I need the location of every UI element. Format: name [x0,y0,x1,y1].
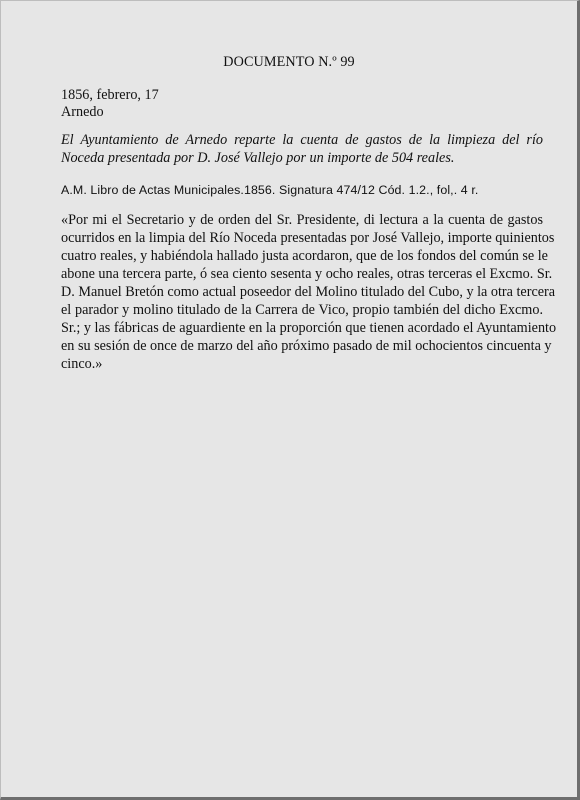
transcription-line: ocurridos en la limpia del Río Noceda presentadas por José Vallejo, importe quinientos [61,230,555,246]
transcription-line: abone una tercera parte, ó sea ciento sesenta y ocho reales, otras terceras el Excmo. Sr. [61,266,553,282]
transcription-line: en su sesión de once de marzo del año próximo pasado de mil ochocientos cincuenta y [61,338,552,354]
transcription-line: «Por mi el Secretario y de orden del Sr. Presidente, di lectura a la cuenta de gastos [61,212,543,228]
transcription-line: D. Manuel Bretón como actual poseedor del Molino titulado del Cubo, y la otra tercera [61,284,556,300]
document-place: Arnedo [61,104,104,120]
transcription-line: cuatro reales, y habiéndola hallado justa acordaron, que de los fondos del común se le [61,248,548,264]
document-title: DOCUMENTO N.º 99 [223,54,355,70]
transcription-line: el parador y molino titulado de la Carrera de Vico, propio también del dicho Excmo. [61,302,543,318]
document-date: 1856, febrero, 17 [61,87,159,103]
transcription-line: cinco.» [61,356,103,372]
document-summary: El Ayuntamiento de Arnedo reparte la cuenta de gastos de la limpieza del río Noceda presentada por D. José Vallejo por un importe de 504 reales. [61,132,543,166]
transcription-line: Sr.; y las fábricas de aguardiente en la proporción que tienen acordado el Ayuntamiento [61,320,557,336]
document-transcription [61,211,557,373]
document-source: A.M. Libro de Actas Municipales.1856. Signatura 474/12 Cód. 1.2., fol,. 4 r. [61,183,479,197]
